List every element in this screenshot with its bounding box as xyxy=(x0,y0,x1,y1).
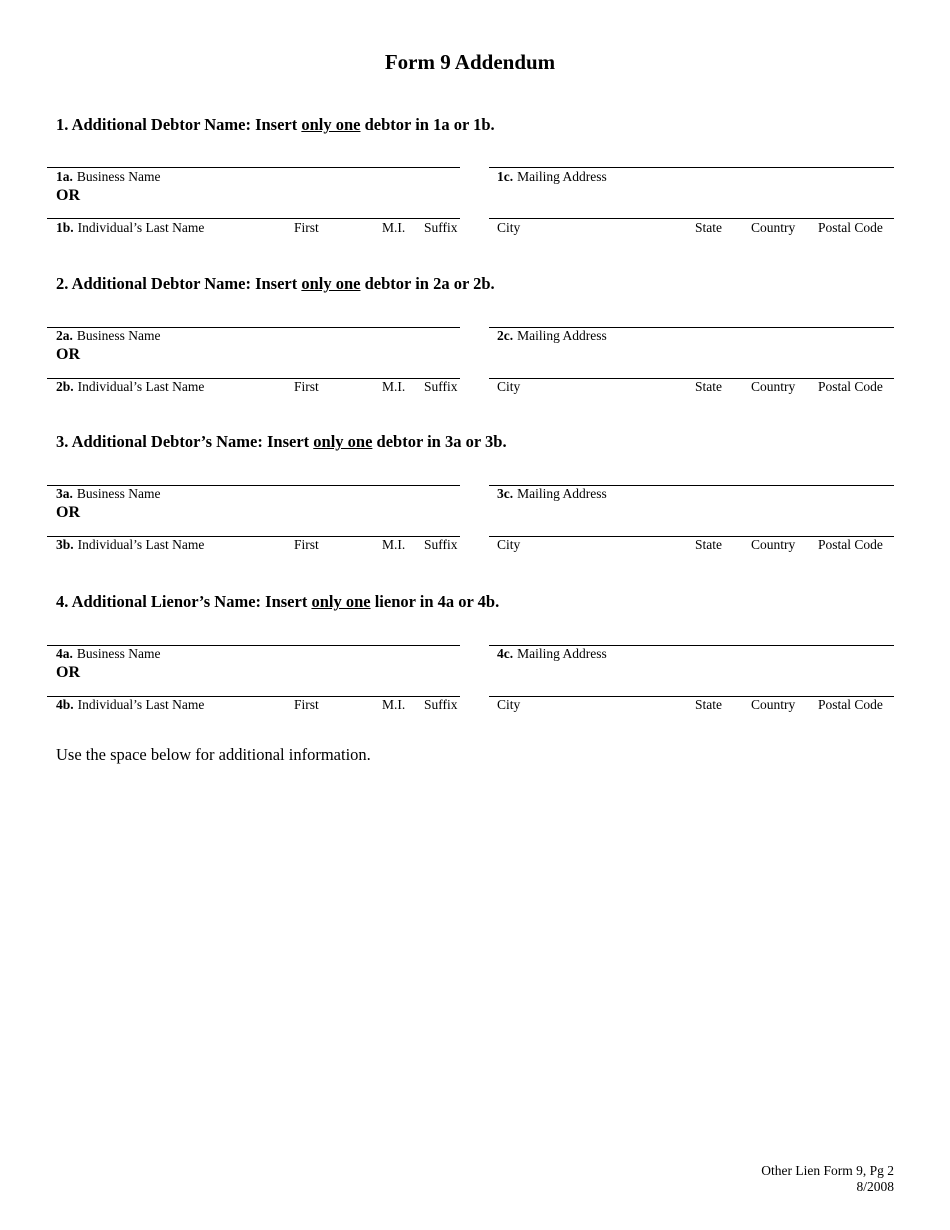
city-label: City xyxy=(497,697,521,712)
state-label: State xyxy=(695,697,722,712)
postal-code-label: Postal Code xyxy=(818,220,883,235)
city-label: City xyxy=(497,220,521,235)
mailing-address-label: 4c. Mailing Address xyxy=(497,646,607,661)
or-label: OR xyxy=(56,664,80,681)
middle-initial-label: M.I. xyxy=(382,220,406,235)
state-label: State xyxy=(695,537,722,552)
business-name-label: 1a. Business Name xyxy=(56,169,161,184)
form-reference: Other Lien Form 9, Pg 2 xyxy=(761,1163,894,1178)
first-name-label: First xyxy=(294,220,319,235)
emphasis-only-one: only one xyxy=(313,432,373,451)
middle-initial-label: M.I. xyxy=(382,697,406,712)
suffix-label: Suffix xyxy=(424,379,458,394)
state-label: State xyxy=(695,379,722,394)
first-name-label: First xyxy=(294,379,319,394)
divider-left-top xyxy=(47,167,460,168)
last-name-label: 4b. Individual’s Last Name xyxy=(56,697,205,712)
suffix-label: Suffix xyxy=(424,537,458,552)
page-title: Form 9 Addendum xyxy=(384,50,556,74)
section-1 xyxy=(0,115,950,245)
last-name-label: 2b. Individual’s Last Name xyxy=(56,379,205,394)
section-3 xyxy=(0,432,950,562)
form-date: 8/2008 xyxy=(856,1179,894,1194)
emphasis-only-one: only one xyxy=(301,115,361,134)
or-label: OR xyxy=(56,187,80,204)
city-label: City xyxy=(497,537,521,552)
page-footer xyxy=(761,1163,894,1195)
divider-right-top xyxy=(489,167,894,168)
last-name-label: 3b. Individual’s Last Name xyxy=(56,537,205,552)
emphasis-only-one: only one xyxy=(311,592,371,611)
section-heading: 1. Additional Debtor Name: Insert only one debtor in 1a or 1b. xyxy=(56,115,495,134)
suffix-label: Suffix xyxy=(424,697,458,712)
section-heading: 2. Additional Debtor Name: Insert only one debtor in 2a or 2b. xyxy=(56,274,495,293)
country-label: Country xyxy=(751,220,796,235)
or-label: OR xyxy=(56,346,80,363)
business-name-label: 3a. Business Name xyxy=(56,486,161,501)
suffix-label: Suffix xyxy=(424,220,458,235)
section-heading: 3. Additional Debtor’s Name: Insert only one debtor in 3a or 3b. xyxy=(56,432,507,451)
mailing-address-label: 1c. Mailing Address xyxy=(497,169,607,184)
state-label: State xyxy=(695,220,722,235)
last-name-label: 1b. Individual’s Last Name xyxy=(56,220,205,235)
first-name-label: First xyxy=(294,537,319,552)
section-2 xyxy=(0,274,950,404)
divider-left-bottom xyxy=(47,218,460,219)
postal-code-label: Postal Code xyxy=(818,379,883,394)
country-label: Country xyxy=(751,697,796,712)
additional-info-text: Use the space below for additional information. xyxy=(56,745,371,764)
business-name-label: 4a. Business Name xyxy=(56,646,161,661)
postal-code-label: Postal Code xyxy=(818,537,883,552)
country-label: Country xyxy=(751,379,796,394)
country-label: Country xyxy=(751,537,796,552)
section-heading: 4. Additional Lienor’s Name: Insert only one lienor in 4a or 4b. xyxy=(56,592,500,611)
mailing-address-label: 3c. Mailing Address xyxy=(497,486,607,501)
section-4 xyxy=(0,592,950,722)
or-label: OR xyxy=(56,504,80,521)
first-name-label: First xyxy=(294,697,319,712)
city-label: City xyxy=(497,379,521,394)
emphasis-only-one: only one xyxy=(301,274,361,293)
postal-code-label: Postal Code xyxy=(818,697,883,712)
middle-initial-label: M.I. xyxy=(382,537,406,552)
mailing-address-label: 2c. Mailing Address xyxy=(497,328,607,343)
divider-right-bottom xyxy=(489,218,894,219)
business-name-label: 2a. Business Name xyxy=(56,328,161,343)
middle-initial-label: M.I. xyxy=(382,379,406,394)
